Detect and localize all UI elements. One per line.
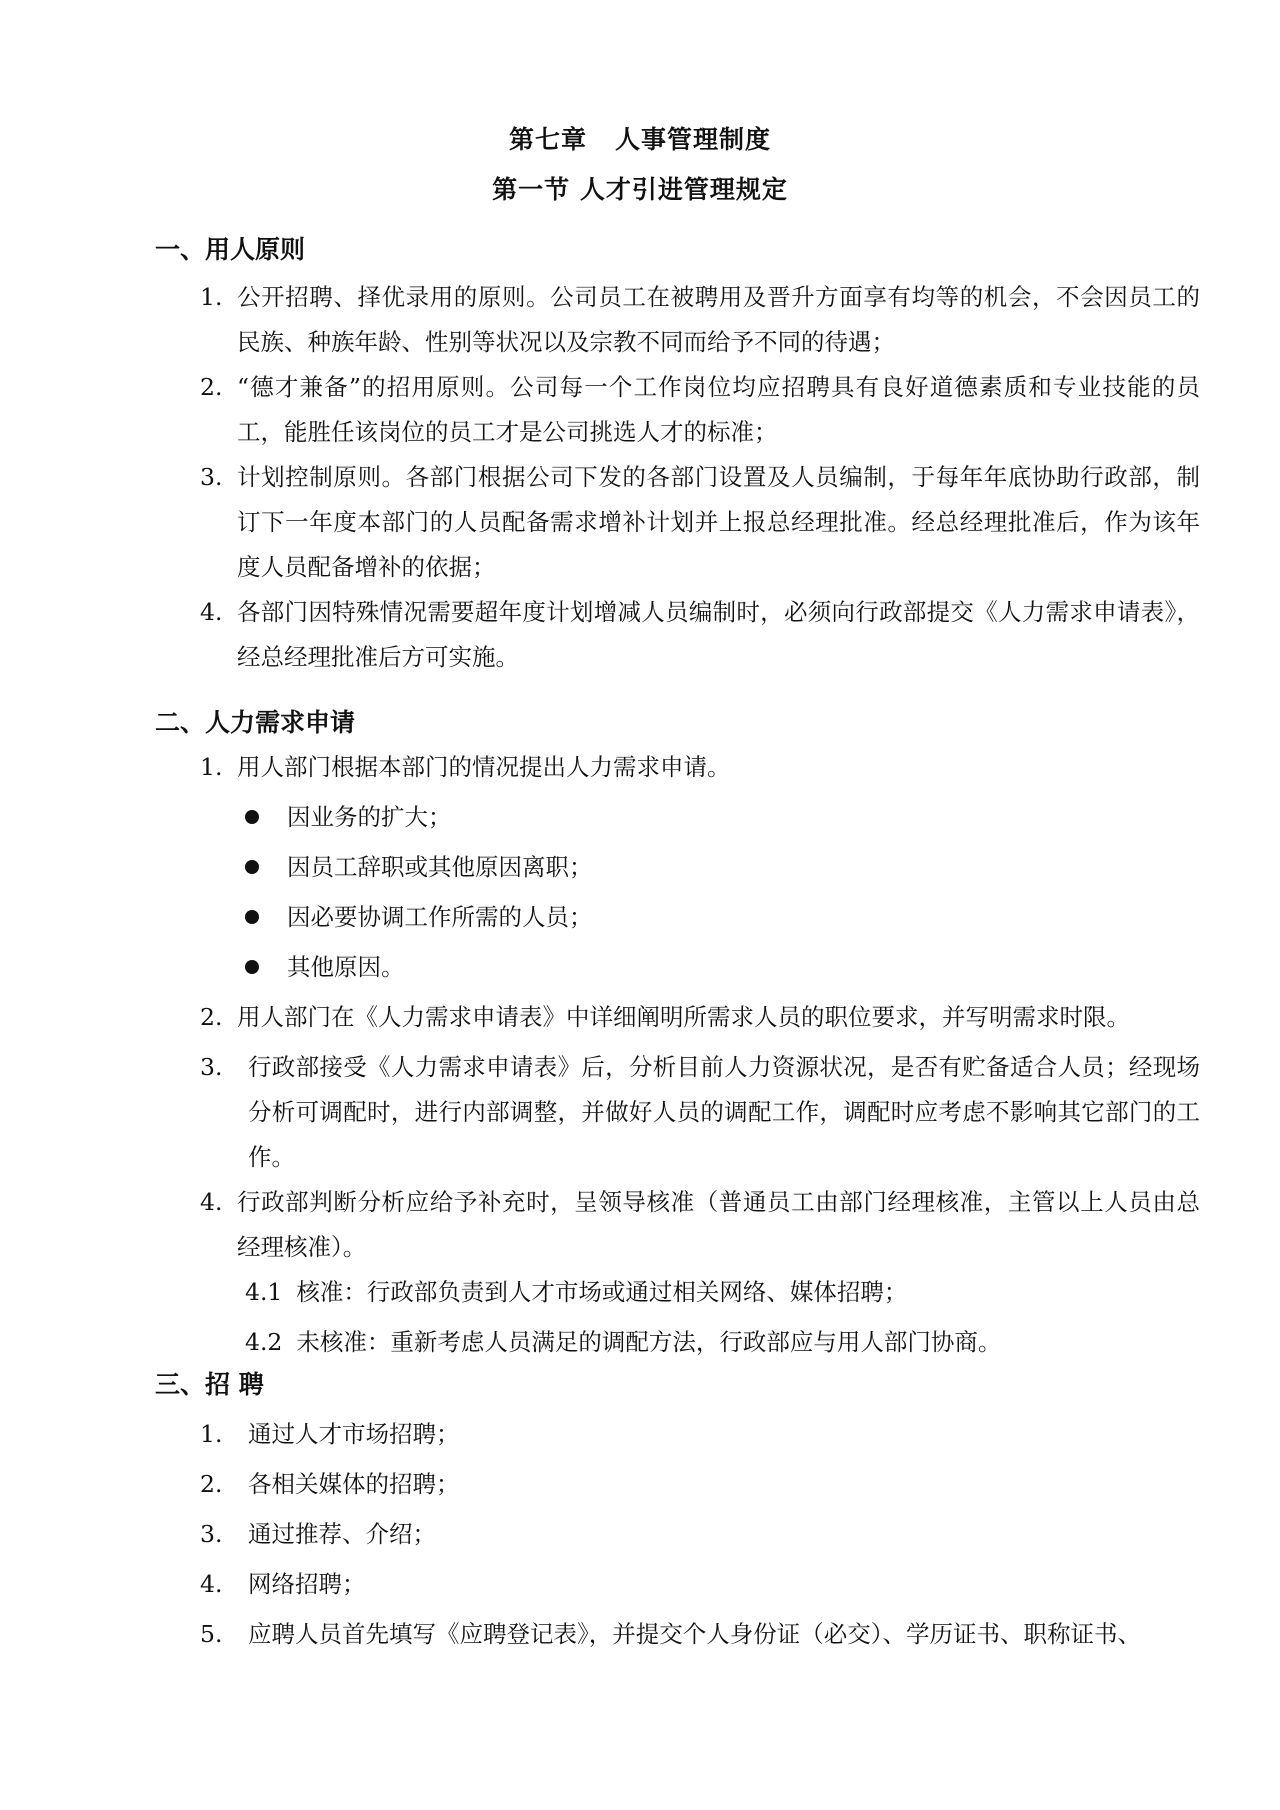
sub-item (245, 1270, 907, 1315)
list-item (200, 1180, 1200, 1270)
list-item (200, 590, 1200, 680)
list-item (200, 1045, 1200, 1180)
sub-item-number: 4.1 (245, 1278, 283, 1306)
bullet-text: 因员工辞职或其他原因离职； (287, 853, 593, 881)
list-item-number: 2. (200, 1003, 223, 1031)
chapter-title (0, 125, 1280, 155)
list-item-text: 通过人才市场招聘； (248, 1420, 460, 1448)
list-item-text: 行政部判断分析应给予补充时，呈领导核准（普通员工由部门经理核准，主管以上人员由总经理核准）。 (237, 1188, 1200, 1261)
list-item (200, 455, 1200, 590)
list-item-text: 通过推荐、介绍； (248, 1520, 436, 1548)
list-item-number: 4. (200, 598, 223, 626)
list-item-number: 3. (200, 1520, 223, 1548)
sub-item-number: 4.2 (245, 1328, 283, 1356)
list-item-number: 1. (200, 753, 223, 781)
list-item-text: 网络招聘； (248, 1570, 366, 1598)
list-item (200, 275, 1200, 365)
bullet-text: 因业务的扩大； (287, 803, 452, 831)
bullet-item (245, 845, 593, 890)
section-heading-2: 二、人力需求申请 (155, 708, 356, 737)
bullet-text: 因必要协调工作所需的人员； (287, 903, 593, 931)
list-item-number: 4. (200, 1570, 223, 1598)
list-item-text: 应聘人员首先填写《应聘登记表》，并提交个人身份证（必交）、学历证书、职称证书、 (248, 1620, 1141, 1648)
list-item-text: 公开招聘、择优录用的原则。公司员工在被聘用及晋升方面享有均等的机会，不会因员工的民族、种族年龄、性别等状况以及宗教不同而给予不同的待遇； (237, 283, 1200, 356)
bullet-text: 其他原因。 (287, 953, 405, 981)
list-item-number: 1. (200, 283, 223, 311)
list-item-number: 1. (200, 1420, 223, 1448)
list-item-text: 各相关媒体的招聘； (248, 1470, 460, 1498)
list-item (200, 365, 1200, 455)
section-title: 第一节 人才引进管理规定 (492, 175, 788, 204)
section-heading-1: 一、用人原则 (155, 235, 306, 264)
list-item (200, 1562, 1200, 1607)
list-item-text: 计划控制原则。各部门根据公司下发的各部门设置及人员编制，于每年年底协助行政部，制订下一年度本部门的人员配备需求增补计划并上报总经理批准。经总经理批准后，作为该年度人员配备增补的依据； (237, 463, 1200, 581)
bullet-item (245, 945, 405, 990)
list-item (200, 1512, 1200, 1557)
list-item-text: 用人部门在《人力需求申请表》中详细阐明所需求人员的职位要求，并写明需求时限。 (237, 1003, 1130, 1031)
bullet-dot-icon (245, 860, 259, 874)
section-heading-3: 三、招 聘 (155, 1370, 264, 1399)
sub-item (245, 1320, 1001, 1365)
list-item (200, 745, 1200, 790)
bullet-dot-icon (245, 810, 259, 824)
bullet-item (245, 895, 593, 940)
bullet-dot-icon (245, 960, 259, 974)
list-item-number: 3. (200, 1053, 223, 1081)
bullet-dot-icon (245, 910, 259, 924)
list-item-number: 3. (200, 463, 223, 491)
list-item-number: 2. (200, 373, 223, 401)
list-item (200, 995, 1200, 1040)
list-item-number: 4. (200, 1188, 223, 1216)
sub-item-text: 核准：行政部负责到人才市场或通过相关网络、媒体招聘； (296, 1278, 908, 1306)
list-item (200, 1412, 1200, 1457)
list-item (200, 1612, 1200, 1657)
list-item-text: 各部门因特殊情况需要超年度计划增减人员编制时，必须向行政部提交《人力需求申请表》，经总经理批准后方可实施。 (237, 598, 1200, 671)
list-item-text: 用人部门根据本部门的情况提出人力需求申请。 (237, 753, 731, 781)
list-item-text: “德才兼备”的招用原则。公司每一个工作岗位均应招聘具有良好道德素质和专业技能的员工，能胜任该岗位的员工才是公司挑选人才的标准； (237, 373, 1200, 446)
sub-item-text: 未核准：重新考虑人员满足的调配方法，行政部应与用人部门协商。 (296, 1328, 1002, 1356)
list-item-number: 2. (200, 1470, 223, 1498)
chapter-title-number: 第七章 (508, 125, 587, 154)
chapter-title-name: 人事管理制度 (615, 125, 772, 154)
bullet-item (245, 795, 452, 840)
list-item-text: 行政部接受《人力需求申请表》后，分析目前人力资源状况，是否有贮备适合人员；经现场分析可调配时，进行内部调整，并做好人员的调配工作，调配时应考虑不影响其它部门的工作。 (248, 1053, 1200, 1171)
list-item (200, 1462, 1200, 1507)
list-item-number: 5. (200, 1620, 223, 1648)
